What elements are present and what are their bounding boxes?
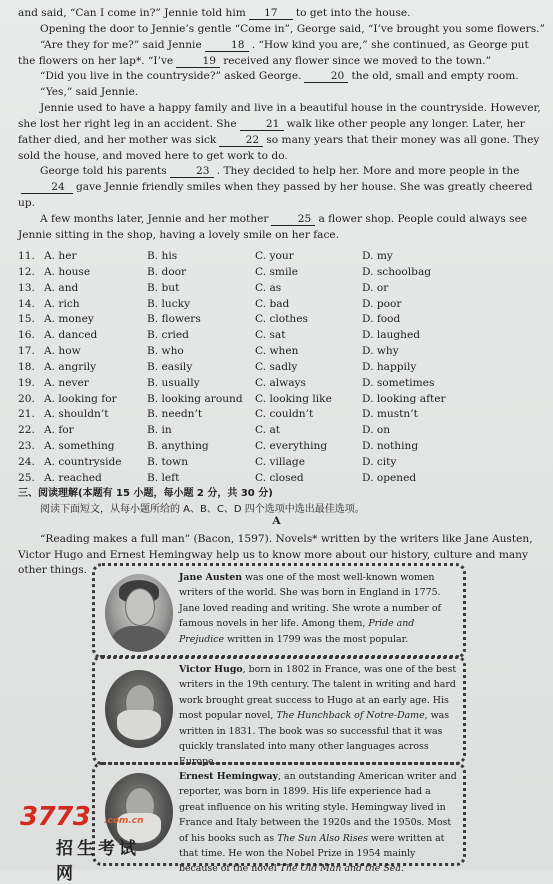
- option-row: 15. A. money B. flowers C. clothes D. food: [18, 313, 401, 326]
- book-title: The Old Man and the Sea: [279, 863, 401, 875]
- author-description: Victor Hugo, born in 1802 in France, was one of the best writers in the 19th century. The talent in writing and hard work brought great success to Hugo at an early age. His most popular novel, The Hunchback of Notre-Dame, was written in 1831. The book was so successful that it was quickly translated into many other languages across Europe.: [179, 664, 457, 768]
- passage-paragraph: A few months later, Jennie and her mother 25 a flower shop. People could always see Jennie sitting in the shop, having a lovely smile on her face.: [18, 212, 528, 241]
- author-name: Victor Hugo: [179, 664, 243, 675]
- option-row: 23. A. something B. anything C. everything D. nothing: [18, 440, 419, 453]
- option-row: 18. A. angrily B. easily C. sadly D. happily: [18, 360, 417, 373]
- passage-intro: “Reading makes a full man” (Bacon, 1597). Novels* written by the writers like Jane Austen, Victor Hugo and Ernest Hemingway help us to know more about our history, culture and many other things.: [18, 533, 533, 576]
- hugo-portrait-image: [105, 670, 173, 748]
- book-title: Pride and Prejudice: [179, 618, 415, 645]
- option-row: 25. A. reached B. left C. closed D. opened: [18, 471, 417, 484]
- blank-22: 22: [219, 134, 263, 147]
- option-row: 16. A. danced B. cried C. sat D. laughed: [18, 329, 421, 342]
- watermark-number: 3773: [20, 802, 91, 832]
- author-name: Ernest Hemingway: [179, 771, 279, 782]
- austen-portrait-image: [105, 574, 173, 652]
- site-watermark-logo: [20, 802, 150, 884]
- option-row: 17. A. how B. who C. when D. why: [18, 345, 399, 358]
- blank-18: 18: [205, 39, 249, 52]
- blank-25: 25: [271, 213, 315, 226]
- option-row: 12. A. house B. door C. smile D. schoolbag: [18, 265, 432, 278]
- passage-line: Opening the door to Jennie’s gentle “Come in”, George said, “I’ve brought you some flowers.”: [40, 22, 545, 35]
- watermark-domain: .com.cn: [104, 816, 144, 826]
- option-row: 22. A. for B. in C. at D. on: [18, 424, 391, 437]
- blank-20: 20: [304, 70, 348, 83]
- passage-letter: A: [272, 515, 281, 527]
- option-row: 14. A. rich B. lucky C. bad D. poor: [18, 297, 402, 310]
- author-description: Ernest Hemingway, an outstanding American writer and reporter, was born in 1899. His life experience had a great influence on his writing style. Hemingway lived in France and Italy between the 1920s and the 1950s. Most of his books such as The Sun Also Rises were written at that time. He won the Nobel Prize in 1954 mainly because of the novel The Old Man and the Sea.: [179, 771, 457, 875]
- option-row: 24. A. countryside B. town C. village D. city: [18, 455, 397, 468]
- book-title: The Sun Also Rises: [277, 832, 368, 844]
- blank-17: 17: [249, 7, 293, 20]
- passage-paragraph: Jennie used to have a happy family and live in a beautiful house in the countryside. However, she lost her right leg in an accident. She 21 walk like other people any longer. Later, her father died, and her mother was sick 22 so many years that their money was all gone. They sold the house, and moved here to get work to do.: [18, 102, 541, 162]
- section-heading: 三、阅读理解(本题有 15 小题，每小题 2 分，共 30 分): [18, 488, 273, 499]
- author-name: Jane Austen: [179, 572, 243, 583]
- blank-23: 23: [170, 165, 214, 178]
- blank-19: 19: [176, 55, 220, 68]
- author-description: Jane Austen was one of the most well-known women writers of the world. She was born in England in 1775. Jane loved reading and writing. She wrote a number of famous novels in her life. Among them, Pride and Prejudice written in 1799 was the most popular.: [179, 572, 441, 645]
- section-instruction: 阅读下面短文，从每小题所给的 A、B、C、D 四个选项中选出最佳选项。: [40, 503, 365, 515]
- option-row: 13. A. and B. but C. as D. or: [18, 281, 389, 294]
- passage-line: “Yes,” said Jennie.: [40, 86, 139, 99]
- options-table: [18, 249, 548, 487]
- passage-line: and said, “Can I come in?” Jennie told him 17 to get into the house.: [18, 7, 411, 19]
- watermark-chinese: 招生考试网: [56, 839, 140, 884]
- author-box-austen: [92, 563, 466, 659]
- author-box-hugo: [92, 655, 466, 768]
- option-row: 11. A. her B. his C. your D. my: [18, 250, 393, 262]
- blank-21: 21: [240, 118, 284, 131]
- book-title: The Hunchback of Notre-Dame: [276, 710, 425, 722]
- passage-line: “Did you live in the countryside?” asked George. 20 the old, small and empty room.: [40, 70, 519, 83]
- cloze-passage: [18, 6, 548, 244]
- blank-24: 24: [21, 181, 73, 194]
- option-row: 19. A. never B. usually C. always D. sometimes: [18, 376, 435, 389]
- passage-line: “Are they for me?” said Jennie 18 . “How kind you are,” she continued, as George put the flowers on her lap*. “I’ve 19 received any flower since we moved to the town.”: [18, 38, 529, 67]
- passage-paragraph: George told his parents 23 . They decided to help her. More and more people in the24 gave Jennie friendly smiles when they passed by her house. She was greatly cheered up.: [18, 165, 533, 210]
- reading-section-header: [18, 486, 548, 517]
- option-row: 20. A. looking for B. looking around C. looking like D. looking after: [18, 392, 446, 405]
- option-row: 21. A. shouldn’t B. needn’t C. couldn’t D. mustn’t: [18, 408, 418, 421]
